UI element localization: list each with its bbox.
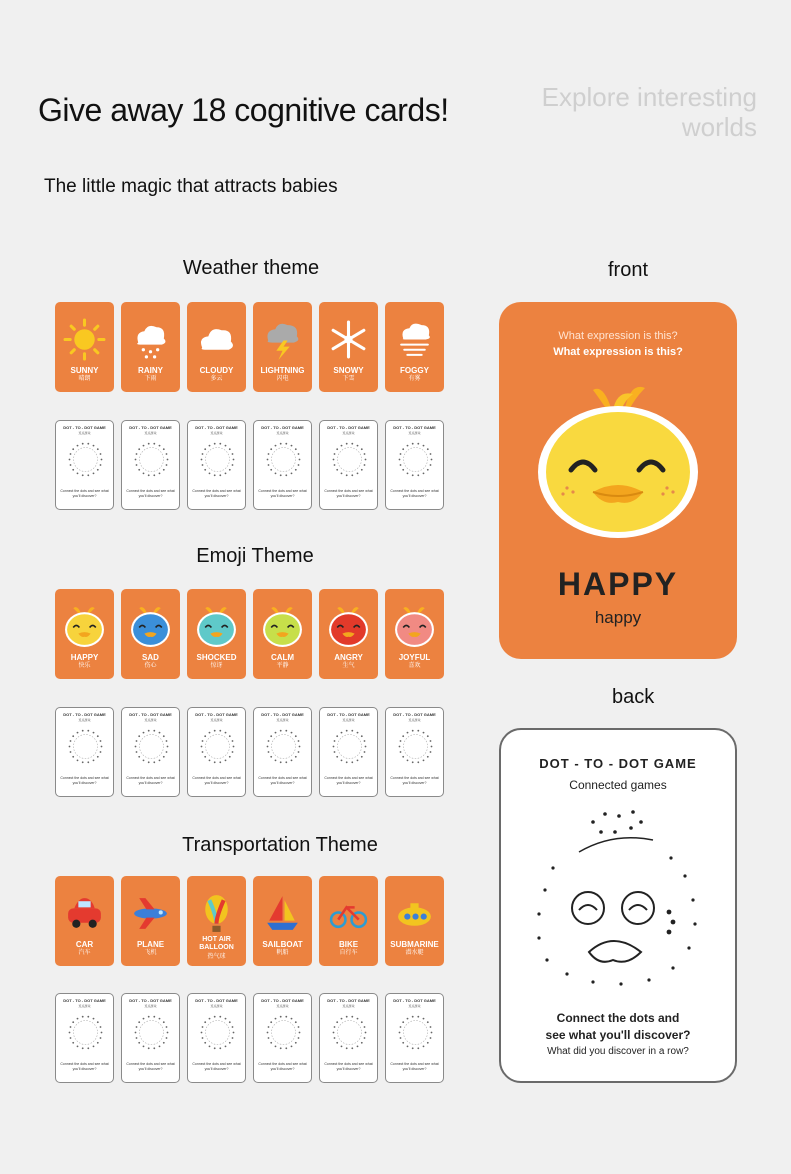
transport-front-card bbox=[121, 876, 180, 966]
card-label: PLANE bbox=[136, 940, 165, 949]
weather-front-card bbox=[55, 302, 114, 392]
dot-outline-icon bbox=[131, 1012, 172, 1053]
dot-game-footer: Connect the dots and see what you'll discover? bbox=[60, 1062, 109, 1071]
card-label-zh: 平静 bbox=[276, 663, 289, 669]
dot-game-title: DOT - TO - DOT GAME bbox=[327, 425, 370, 430]
dot-game-title: DOT - TO - DOT GAME bbox=[63, 712, 106, 717]
dot-game-card bbox=[187, 993, 246, 1083]
transport-front-card bbox=[319, 876, 378, 966]
dot-game-sub: 连点游戏 bbox=[342, 431, 355, 435]
back-game-title: DOT - TO - DOT GAME bbox=[539, 756, 697, 771]
dot-game-title: DOT - TO - DOT GAME bbox=[261, 712, 304, 717]
card-label: BIKE bbox=[338, 940, 359, 949]
dot-game-title: DOT - TO - DOT GAME bbox=[63, 425, 106, 430]
dot-game-sub: 连点游戏 bbox=[210, 1004, 223, 1008]
dot-game-footer: Connect the dots and see what you'll discover? bbox=[126, 489, 175, 498]
dot-outline-icon bbox=[65, 726, 106, 767]
dot-game-sub: 连点游戏 bbox=[408, 1004, 421, 1008]
dot-game-sub: 连点游戏 bbox=[144, 718, 157, 722]
card-label: SUNNY bbox=[70, 366, 99, 375]
dot-game-card bbox=[121, 993, 180, 1083]
weather-front-card bbox=[121, 302, 180, 392]
dot-outline-icon bbox=[263, 439, 304, 480]
dot-outline-icon bbox=[395, 439, 436, 480]
weather-section-title: Weather theme bbox=[182, 257, 320, 279]
card-label: SHOCKED bbox=[196, 653, 237, 662]
emoji-front-card bbox=[121, 589, 180, 679]
dot-game-title: DOT - TO - DOT GAME bbox=[393, 425, 436, 430]
slogan bbox=[517, 82, 757, 142]
duck-face-icon bbox=[195, 605, 238, 648]
card-label: CLOUDY bbox=[199, 366, 234, 375]
emoji-front-card bbox=[55, 589, 114, 679]
emoji-front-card bbox=[319, 589, 378, 679]
dot-game-card bbox=[121, 420, 180, 510]
dot-game-sub: 连点游戏 bbox=[78, 1004, 91, 1008]
dot-game-sub: 连点游戏 bbox=[342, 1004, 355, 1008]
card-label-zh: 潜水艇 bbox=[405, 950, 424, 956]
dot-game-footer: Connect the dots and see what you'll discover? bbox=[324, 776, 373, 785]
dot-game-title: DOT - TO - DOT GAME bbox=[129, 712, 172, 717]
dot-game-card bbox=[319, 707, 378, 797]
dot-game-title: DOT - TO - DOT GAME bbox=[261, 425, 304, 430]
page-title: Give away 18 cognitive cards! bbox=[38, 92, 449, 128]
card-label: CAR bbox=[75, 940, 94, 949]
dot-game-title: DOT - TO - DOT GAME bbox=[327, 712, 370, 717]
dot-outline-icon bbox=[329, 1012, 370, 1053]
dot-outline-icon bbox=[197, 1012, 238, 1053]
dot-outline-icon bbox=[329, 439, 370, 480]
emoji-front-card bbox=[187, 589, 246, 679]
dot-game-footer: Connect the dots and see what you'll discover? bbox=[258, 489, 307, 498]
dot-game-card bbox=[253, 993, 312, 1083]
front-word-sub: happy bbox=[594, 608, 642, 627]
weather-front-row bbox=[55, 302, 444, 392]
dot-game-card bbox=[385, 993, 444, 1083]
weather-back-row bbox=[55, 420, 444, 510]
card-label: SNOWY bbox=[333, 366, 364, 375]
dot-game-card bbox=[253, 707, 312, 797]
card-label-zh: 多云 bbox=[210, 376, 223, 382]
emoji-front-card bbox=[253, 589, 312, 679]
card-label: HOT AIR BALLOON bbox=[199, 936, 234, 951]
card-label-zh: 闪电 bbox=[276, 376, 289, 382]
back-label: back bbox=[612, 686, 655, 708]
card-label: FOGGY bbox=[400, 366, 429, 375]
dot-outline-icon bbox=[395, 1012, 436, 1053]
rain-cloud-icon bbox=[129, 318, 172, 361]
dot-game-sub: 连点游戏 bbox=[210, 718, 223, 722]
card-label-zh: 有雾 bbox=[408, 376, 421, 382]
dot-game-footer: Connect the dots and see what you'll discover? bbox=[258, 776, 307, 785]
card-label-zh: 喜欢 bbox=[408, 663, 421, 669]
weather-front-card bbox=[385, 302, 444, 392]
card-label: HAPPY bbox=[70, 653, 99, 662]
sun-icon bbox=[63, 318, 106, 361]
dot-game-footer: Connect the dots and see what you'll discover? bbox=[192, 489, 241, 498]
dot-game-footer: Connect the dots and see what you'll discover? bbox=[192, 776, 241, 785]
dot-game-card bbox=[55, 993, 114, 1083]
card-label: JOYFUL bbox=[398, 653, 431, 662]
dot-outline-icon bbox=[329, 726, 370, 767]
dot-game-footer: Connect the dots and see what you'll discover? bbox=[192, 1062, 241, 1071]
card-label: CALM bbox=[270, 653, 295, 662]
card-label: SAILBOAT bbox=[262, 940, 303, 949]
emoji-front-row bbox=[55, 589, 444, 679]
dot-game-footer: Connect the dots and see what you'll discover? bbox=[324, 489, 373, 498]
dot-game-footer: Connect the dots and see what you'll discover? bbox=[258, 1062, 307, 1071]
dot-game-sub: 连点游戏 bbox=[276, 1004, 289, 1008]
front-question-bold: What expression is this? bbox=[553, 346, 683, 358]
dot-game-card bbox=[319, 993, 378, 1083]
car-icon bbox=[63, 892, 106, 935]
slogan-line-2: worlds bbox=[681, 112, 757, 142]
emoji-front-card bbox=[385, 589, 444, 679]
card-label-zh: 自行车 bbox=[339, 950, 358, 956]
front-question: What expression is this? bbox=[558, 330, 678, 342]
dot-game-title: DOT - TO - DOT GAME bbox=[195, 425, 238, 430]
dot-game-card bbox=[385, 420, 444, 510]
duck-face-icon bbox=[129, 605, 172, 648]
dot-game-sub: 连点游戏 bbox=[408, 718, 421, 722]
dot-game-title: DOT - TO - DOT GAME bbox=[195, 998, 238, 1003]
card-label-zh: 快乐 bbox=[78, 663, 91, 669]
dot-outline-icon bbox=[197, 439, 238, 480]
card-label: LIGHTNING bbox=[260, 366, 305, 375]
duck-face-icon bbox=[261, 605, 304, 648]
dot-game-title: DOT - TO - DOT GAME bbox=[63, 998, 106, 1003]
dot-game-sub: 连点游戏 bbox=[144, 1004, 157, 1008]
dot-game-card bbox=[187, 420, 246, 510]
duck-face-icon bbox=[533, 380, 703, 540]
dot-game-title: DOT - TO - DOT GAME bbox=[129, 425, 172, 430]
transport-back-row bbox=[55, 993, 444, 1083]
dot-game-sub: 连点游戏 bbox=[342, 718, 355, 722]
dot-game-card bbox=[319, 420, 378, 510]
back-game-sub: Connected games bbox=[569, 778, 667, 792]
card-label: RAINY bbox=[138, 366, 163, 375]
dot-game-card bbox=[187, 707, 246, 797]
dot-outline-icon bbox=[65, 1012, 106, 1053]
dot-game-card bbox=[253, 420, 312, 510]
card-label-zh: 伤心 bbox=[144, 663, 157, 669]
dot-outline-icon bbox=[263, 726, 304, 767]
dot-outline-icon bbox=[131, 726, 172, 767]
lightning-icon bbox=[261, 318, 304, 361]
cloud-icon bbox=[195, 318, 238, 361]
dot-game-sub: 连点游戏 bbox=[276, 718, 289, 722]
transport-front-card bbox=[385, 876, 444, 966]
weather-front-card bbox=[319, 302, 378, 392]
dot-outline-icon bbox=[197, 726, 238, 767]
card-label-zh: 下雨 bbox=[144, 376, 157, 382]
front-word: HAPPY bbox=[557, 566, 679, 602]
dot-game-title: DOT - TO - DOT GAME bbox=[327, 998, 370, 1003]
dot-game-sub: 连点游戏 bbox=[144, 431, 157, 435]
big-back-card bbox=[499, 728, 737, 1083]
dot-game-title: DOT - TO - DOT GAME bbox=[393, 712, 436, 717]
card-label-zh: 惊讶 bbox=[210, 663, 223, 669]
card-label-zh: 汽车 bbox=[78, 950, 91, 956]
dot-outline-icon bbox=[263, 1012, 304, 1053]
card-label-zh: 下雪 bbox=[342, 376, 355, 382]
fog-icon bbox=[393, 318, 436, 361]
dot-game-footer: Connect the dots and see what you'll discover? bbox=[324, 1062, 373, 1071]
card-label: SUBMARINE bbox=[390, 940, 439, 949]
balloon-icon bbox=[195, 892, 238, 935]
card-label-zh: 飞机 bbox=[144, 950, 157, 956]
dot-game-sub: 连点游戏 bbox=[210, 431, 223, 435]
dot-game-card bbox=[385, 707, 444, 797]
dot-game-sub: 连点游戏 bbox=[276, 431, 289, 435]
sailboat-icon bbox=[261, 892, 304, 935]
dot-outline-icon bbox=[131, 439, 172, 480]
duck-face-icon bbox=[393, 605, 436, 648]
dot-game-footer: Connect the dots and see what you'll discover? bbox=[390, 489, 439, 498]
dot-outline-icon bbox=[395, 726, 436, 767]
card-label: ANGRY bbox=[334, 653, 363, 662]
transport-front-card bbox=[55, 876, 114, 966]
dot-game-sub: 连点游戏 bbox=[78, 431, 91, 435]
dot-game-title: DOT - TO - DOT GAME bbox=[195, 712, 238, 717]
bike-icon bbox=[327, 892, 370, 935]
submarine-icon bbox=[393, 892, 436, 935]
big-front-card bbox=[499, 302, 737, 659]
dot-duck-icon bbox=[523, 802, 717, 992]
card-label-zh: 热气球 bbox=[207, 954, 226, 960]
subtitle: The little magic that attracts babies bbox=[44, 176, 338, 197]
dot-game-card bbox=[55, 707, 114, 797]
duck-face-icon bbox=[63, 605, 106, 648]
dot-game-footer: Connect the dots and see what you'll discover? bbox=[126, 776, 175, 785]
weather-front-card bbox=[253, 302, 312, 392]
dot-game-title: DOT - TO - DOT GAME bbox=[261, 998, 304, 1003]
dot-game-title: DOT - TO - DOT GAME bbox=[129, 998, 172, 1003]
dot-game-footer: Connect the dots and see what you'll discover? bbox=[60, 776, 109, 785]
transport-front-row bbox=[55, 876, 444, 966]
dot-outline-icon bbox=[65, 439, 106, 480]
dot-game-sub: 连点游戏 bbox=[78, 718, 91, 722]
transport-front-card bbox=[187, 876, 246, 966]
front-label: front bbox=[608, 259, 649, 281]
weather-front-card bbox=[187, 302, 246, 392]
dot-game-footer: Connect the dots and see what you'll discover? bbox=[126, 1062, 175, 1071]
dot-game-footer: Connect the dots and see what you'll discover? bbox=[60, 489, 109, 498]
back-cta-1: Connect the dots and bbox=[556, 1011, 680, 1025]
emoji-section-title: Emoji Theme bbox=[196, 545, 314, 567]
plane-icon bbox=[129, 892, 172, 935]
dot-game-sub: 连点游戏 bbox=[408, 431, 421, 435]
back-cta-2: see what you'll discover? bbox=[545, 1028, 691, 1042]
emoji-back-row bbox=[55, 707, 444, 797]
duck-face-icon bbox=[327, 605, 370, 648]
dot-game-footer: Connect the dots and see what you'll discover? bbox=[390, 776, 439, 785]
dot-game-card bbox=[121, 707, 180, 797]
snowflake-icon bbox=[327, 318, 370, 361]
back-cta-3: What did you discover in a row? bbox=[547, 1046, 689, 1057]
transport-section-title: Transportation Theme bbox=[182, 834, 378, 856]
dot-game-card bbox=[55, 420, 114, 510]
dot-game-footer: Connect the dots and see what you'll discover? bbox=[390, 1062, 439, 1071]
dot-game-title: DOT - TO - DOT GAME bbox=[393, 998, 436, 1003]
slogan-line-1: Explore interesting bbox=[541, 82, 757, 112]
card-label-zh: 生气 bbox=[342, 663, 355, 669]
transport-front-card bbox=[253, 876, 312, 966]
card-label-zh: 帆船 bbox=[276, 950, 289, 956]
card-label: SAD bbox=[142, 653, 159, 662]
card-label-zh: 晴朗 bbox=[78, 376, 91, 382]
